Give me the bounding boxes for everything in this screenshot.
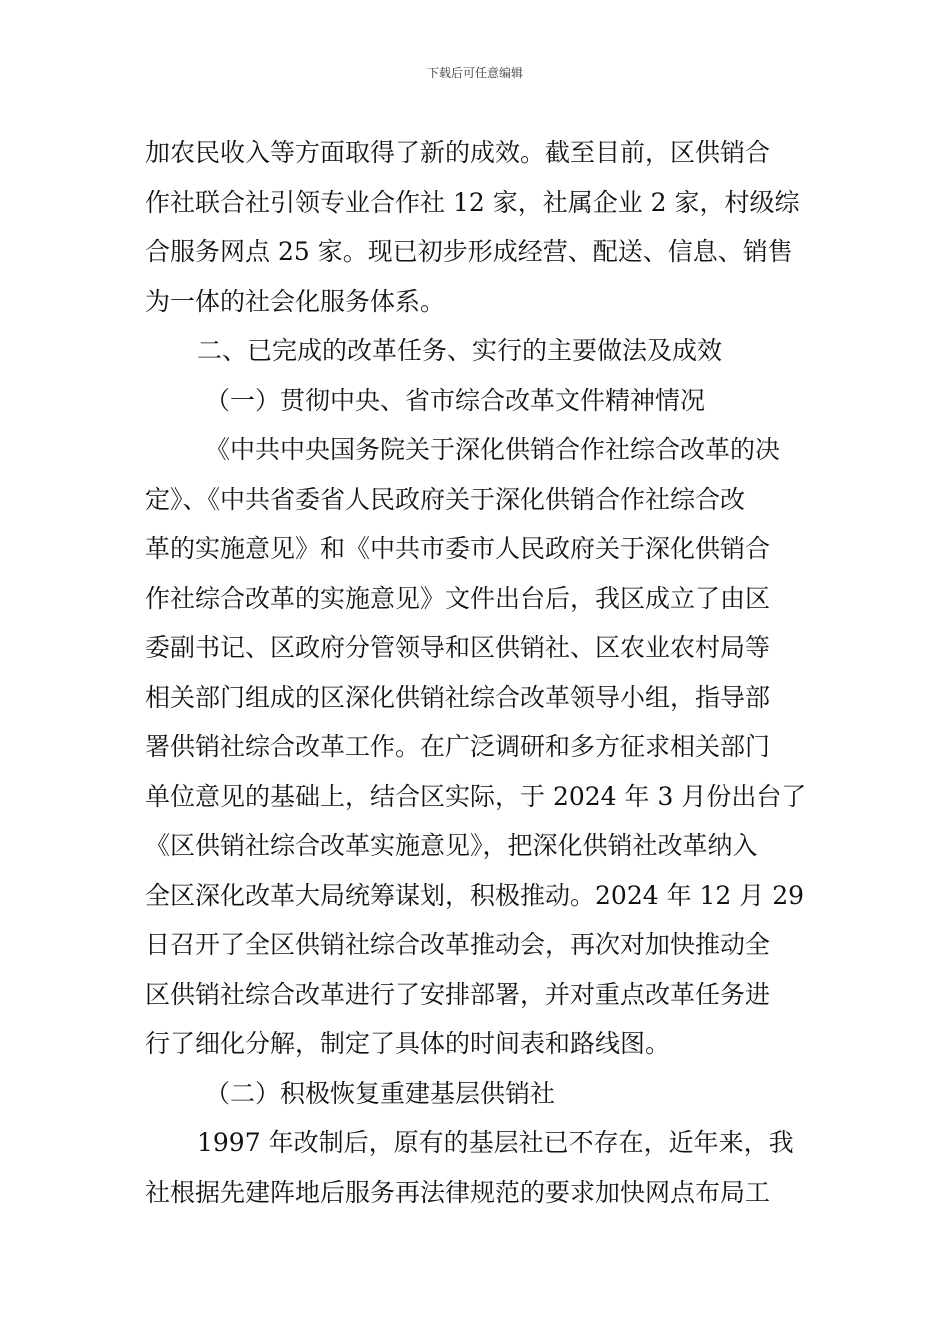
paragraph-line: 日召开了全区供销社综合改革推动会，再次对加快推动全 [145, 930, 771, 959]
paragraph-line: 区供销社综合改革进行了安排部署，并对重点改革任务进 [145, 979, 771, 1009]
paragraph-line: 1997 年改制后，原有的基层社已不存在，近年来，我 [197, 1128, 794, 1157]
paragraph-line: 署供销社综合改革工作。在广泛调研和多方征求相关部门 [145, 732, 771, 761]
paragraph-line: 作社联合社引领专业合作社 12 家，社属企业 2 家，村级综 [145, 187, 800, 217]
paragraph-line: 单位意见的基础上，结合区实际，于 2024 年 3 月份出台了 [145, 781, 807, 811]
paragraph-line: 作社综合改革的实施意见》文件出台后，我区成立了由区 [145, 583, 771, 613]
paragraph-line: 合服务网点 25 家。现已初步形成经营、配送、信息、销售 [145, 237, 793, 266]
paragraph-line: 定》、《中共省委省人民政府关于深化供销合作社综合改 [145, 484, 746, 514]
paragraph-line: 相关部门组成的区深化供销社综合改革领导小组，指导部 [145, 682, 771, 712]
paragraph-line: 为一体的社会化服务体系。 [145, 286, 446, 316]
subsection-heading: （二）积极恢复重建基层供销社 [205, 1078, 556, 1108]
section-heading: 二、已完成的改革任务、实行的主要做法及成效 [197, 336, 723, 365]
paragraph-line: 革的实施意见》和《中共市委市人民政府关于深化供销合 [145, 534, 771, 563]
paragraph-line: 加农民收入等方面取得了新的成效。截至目前，区供销合 [145, 138, 771, 167]
paragraph-line: 全区深化改革大局统筹谋划，积极推动。2024 年 12 月 29 [145, 880, 805, 910]
paragraph-line: 社根据先建阵地后服务再法律规范的要求加快网点布局工 [145, 1177, 771, 1207]
subsection-heading: （一）贯彻中央、省市综合改革文件精神情况 [205, 385, 706, 415]
page-header: 下载后可任意编辑 [426, 66, 523, 80]
document-body [145, 128, 810, 1217]
paragraph-line: 《中共中央国务院关于深化供销合作社综合改革的决 [205, 435, 781, 464]
paragraph-line: 行了细化分解，制定了具体的时间表和路线图。 [145, 1029, 671, 1058]
paragraph-line: 委副书记、区政府分管领导和区供销社、区农业农村局等 [145, 633, 771, 662]
paragraph-line: 《区供销社综合改革实施意见》，把深化供销社改革纳入 [145, 831, 758, 860]
